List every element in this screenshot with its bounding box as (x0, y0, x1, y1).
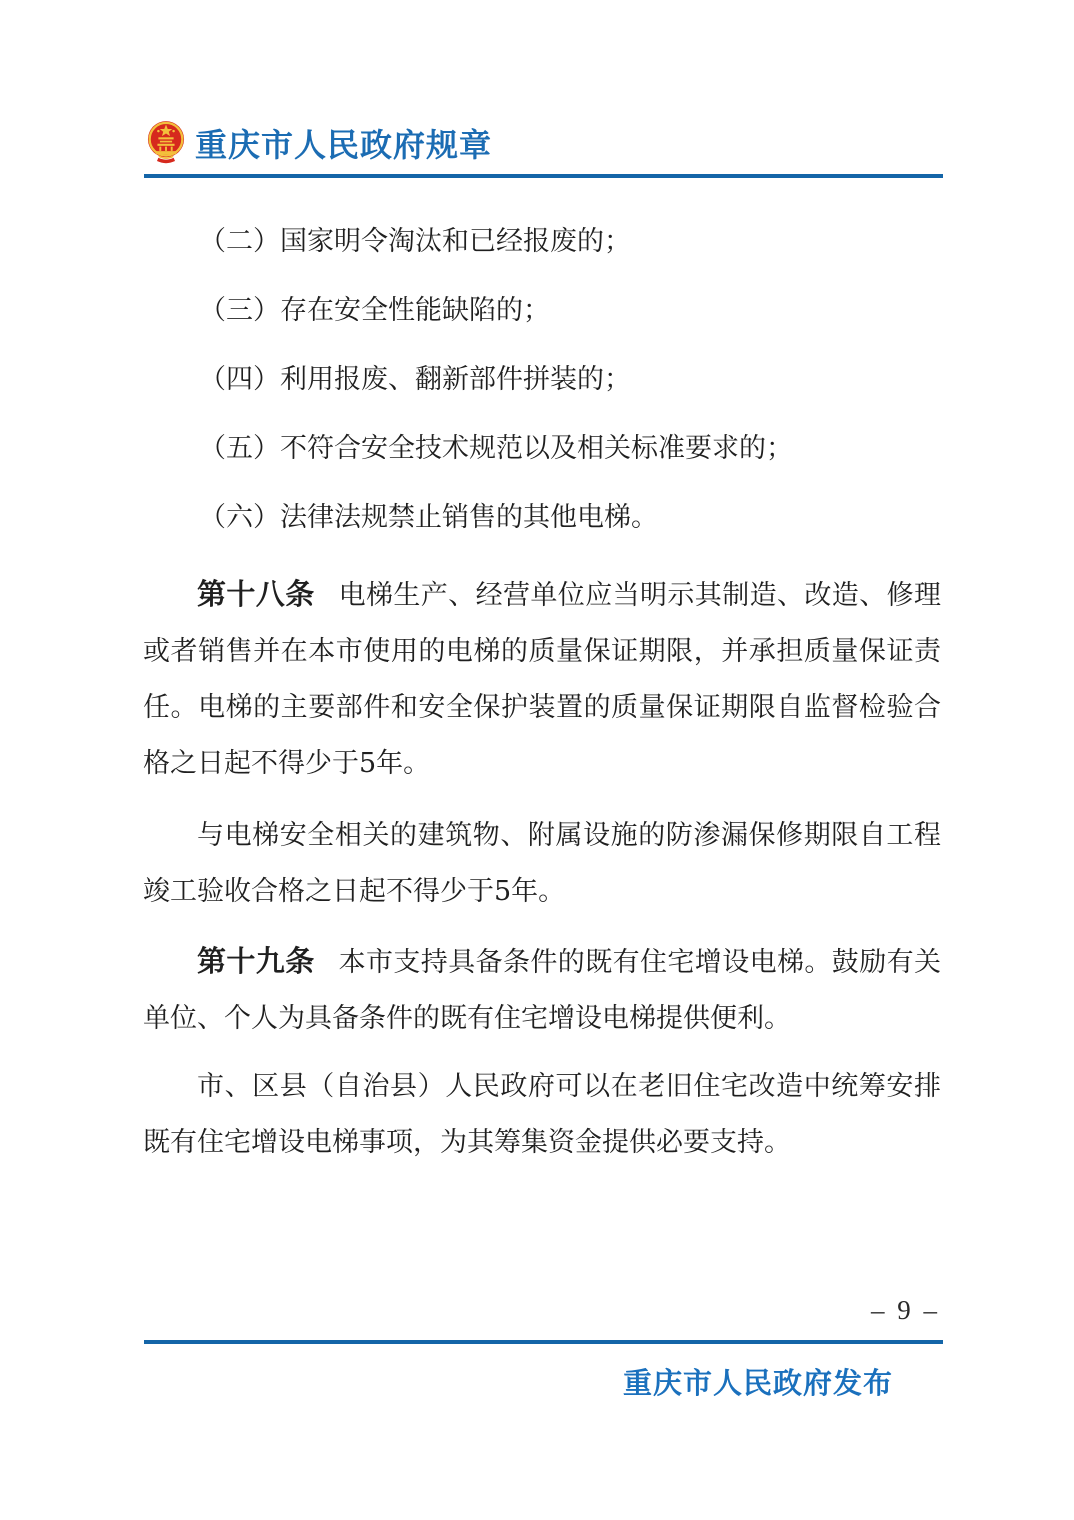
header-rule (144, 174, 943, 178)
article-number: 第十九条 (197, 946, 315, 978)
document-body (143, 195, 941, 1171)
text-line: 与电梯安全相关的建筑物、附属设施的防渗漏保修期限自工程 (197, 820, 941, 851)
page-number: – 9 – (871, 1295, 940, 1325)
article-paragraph (143, 934, 941, 1047)
text-line: 市、区县（自治县）人民政府可以在老旧住宅改造中统筹安排 (197, 1071, 941, 1102)
text-line: 或者销售并在本市使用的电梯的质量保证期限，并承担质量保证责 (143, 636, 941, 667)
text-run: 电梯生产、经营单位应当明示其制造、改造、修理 (338, 580, 941, 611)
publisher-label: 重庆市人民政府发布 (622, 1368, 893, 1400)
body-paragraph (143, 808, 941, 920)
text-line: 任。电梯的主要部件和安全保护装置的质量保证期限自监督检验合 (143, 692, 941, 723)
national-emblem-icon (147, 119, 185, 167)
body-paragraph (143, 1059, 941, 1171)
text-run: 本市支持具备条件的既有住宅增设电梯。鼓励有关 (338, 947, 941, 978)
text-line: 格之日起不得少于5年。 (143, 748, 431, 779)
article-number: 第十八条 (197, 579, 315, 611)
text-line: 单位、个人为具备条件的既有住宅增设电梯提供便利。 (143, 1003, 791, 1034)
list-item: （二）国家明令淘汰和已经报废的； (199, 226, 631, 257)
page-header (147, 119, 492, 167)
article-paragraph (143, 567, 941, 792)
list-item: （六）法律法规禁止销售的其他电梯。 (199, 502, 658, 533)
list-item: （三）存在安全性能缺陷的； (199, 295, 550, 326)
text-line (143, 567, 941, 624)
list-item: （四）利用报废、翻新部件拼装的； (199, 364, 631, 395)
footer-rule (144, 1340, 943, 1344)
list-item: （五）不符合安全技术规范以及相关标准要求的； (199, 433, 793, 464)
text-line (143, 934, 941, 991)
text-line: 既有住宅增设电梯事项，为其筹集资金提供必要支持。 (143, 1127, 791, 1158)
page-title: 重庆市人民政府规章 (195, 127, 493, 163)
text-line: 竣工验收合格之日起不得少于5年。 (143, 876, 566, 907)
